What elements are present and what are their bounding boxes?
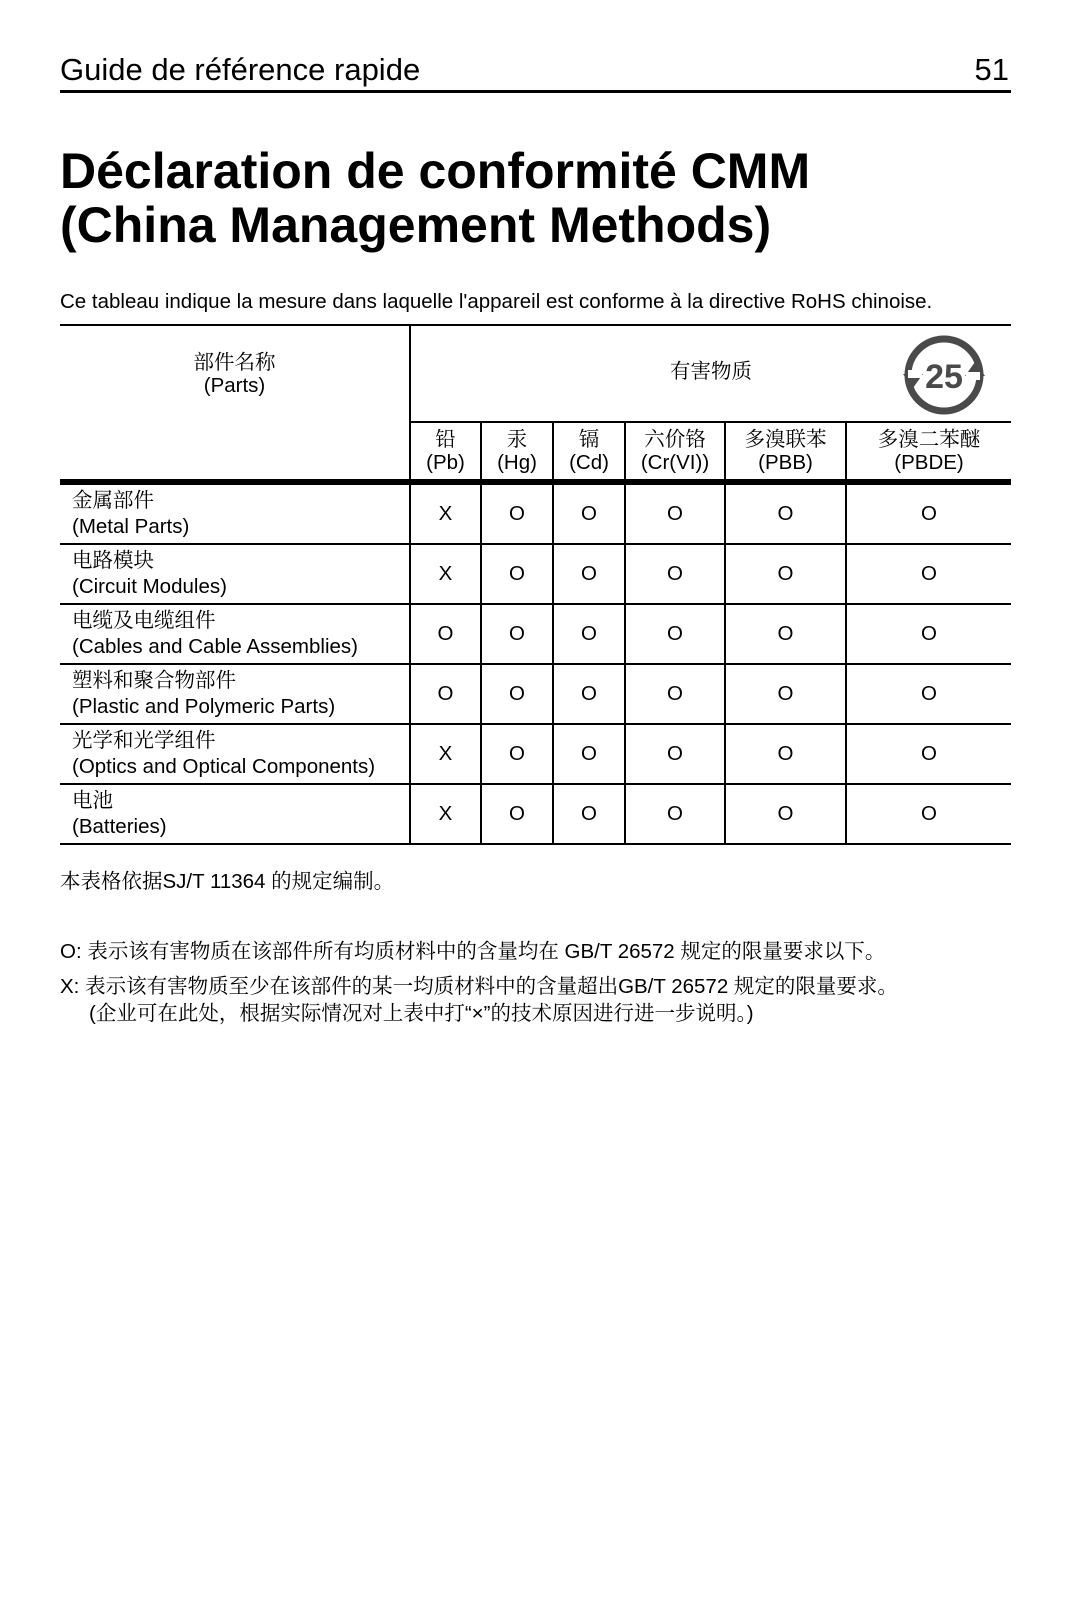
value-cell: O: [725, 544, 846, 604]
part-name-cn: 塑料和聚合物部件: [72, 669, 236, 692]
part-name-en: (Cables and Cable Assemblies): [72, 635, 358, 658]
column-header-en: (Hg): [497, 451, 537, 474]
value-cell: O: [846, 544, 1011, 604]
table-row: [60, 664, 1011, 724]
column-header-cn: 汞: [506, 428, 528, 451]
value-cell: O: [725, 724, 846, 784]
table-row: [60, 784, 1011, 844]
value-cell: O: [625, 604, 725, 664]
column-header-en: (PBDE): [894, 451, 964, 474]
value-cell: O: [481, 604, 553, 664]
column-header-cn: 多溴联苯: [744, 428, 827, 451]
value-cell: O: [846, 604, 1011, 664]
part-name-cn: 电池: [72, 789, 113, 812]
part-name-en: (Batteries): [72, 815, 167, 838]
value-cell: O: [481, 784, 553, 844]
column-header-cn: 六价铬: [644, 428, 706, 451]
value-cell: O: [625, 544, 725, 604]
page-title: [60, 144, 1011, 252]
parts-header-spacer: [60, 422, 410, 482]
part-name-cn: 光学和光学组件: [72, 729, 216, 752]
value-cell: X: [410, 482, 481, 544]
value-cell: O: [553, 482, 625, 544]
part-name-cn: 电路模块: [72, 549, 154, 572]
value-cell: X: [410, 724, 481, 784]
value-cell: O: [410, 604, 481, 664]
value-cell: X: [410, 784, 481, 844]
part-name-cn: 电缆及电缆组件: [72, 609, 216, 632]
value-cell: O: [625, 482, 725, 544]
column-header-cr6: [625, 422, 725, 482]
parts-header-cn: 部件名称: [193, 351, 276, 374]
parts-header-en: (Parts): [203, 374, 266, 397]
part-name: [60, 544, 410, 604]
part-name: [60, 724, 410, 784]
value-cell: O: [725, 482, 846, 544]
substances-header: [410, 325, 1011, 422]
standard-note: 本表格依据SJ/T 11364 的规定编制。: [60, 870, 395, 893]
part-name: [60, 664, 410, 724]
title-line-2: (China Management Methods): [60, 197, 772, 253]
value-cell: O: [481, 482, 553, 544]
o-legend-note: O: 表示该有害物质在该部件所有均质材料中的含量均在 GB/T 26572 规定的限量要求以下。: [60, 940, 886, 963]
value-cell: O: [553, 544, 625, 604]
part-name: [60, 604, 410, 664]
column-header-pbb: [725, 422, 846, 482]
column-header-cn: 铅: [435, 428, 456, 451]
part-name-en: (Metal Parts): [72, 515, 190, 538]
table-row: [60, 604, 1011, 664]
substances-header-label: 有害物质: [670, 360, 753, 383]
value-cell: O: [625, 664, 725, 724]
part-name: [60, 482, 410, 544]
x-legend-note: X: 表示该有害物质至少在该部件的某一均质材料中的含量超出GB/T 26572 规定的限量要求。: [60, 975, 898, 998]
table-row: [60, 482, 1011, 544]
title-line-1: Déclaration de conformité CMM: [60, 143, 811, 199]
rohs-table: [60, 324, 1011, 845]
logo-number: 25: [925, 358, 963, 396]
value-cell: O: [553, 604, 625, 664]
page-number: 51: [974, 52, 1009, 87]
value-cell: O: [481, 544, 553, 604]
value-cell: O: [725, 604, 846, 664]
column-header-en: (PBB): [758, 451, 813, 474]
part-name-en: (Circuit Modules): [72, 575, 227, 598]
value-cell: X: [410, 544, 481, 604]
part-name: [60, 784, 410, 844]
value-cell: O: [846, 784, 1011, 844]
column-header-pb: [410, 422, 481, 482]
value-cell: O: [846, 724, 1011, 784]
value-cell: O: [725, 784, 846, 844]
column-header-cn: 多溴二苯醚: [877, 428, 981, 451]
parts-header: [60, 325, 410, 422]
column-header-cn: 镉: [578, 428, 600, 451]
part-name-en: (Plastic and Polymeric Parts): [72, 695, 336, 718]
column-header-cd: [553, 422, 625, 482]
table-row: [60, 724, 1011, 784]
table-row: [60, 544, 1011, 604]
column-header-en: (Cr(VI)): [640, 451, 710, 474]
value-cell: O: [846, 482, 1011, 544]
value-cell: O: [481, 664, 553, 724]
efup-25-logo-icon: [899, 334, 989, 416]
value-cell: O: [553, 784, 625, 844]
intro-text: Ce tableau indique la mesure dans laquelle l'appareil est conforme à la directive RoHS chinoise.: [60, 290, 933, 313]
column-header-en: (Pb): [426, 451, 465, 474]
value-cell: O: [553, 664, 625, 724]
value-cell: O: [625, 724, 725, 784]
column-header-hg: [481, 422, 553, 482]
value-cell: O: [553, 724, 625, 784]
page-header: [60, 48, 1011, 93]
part-name-en: (Optics and Optical Components): [72, 755, 376, 778]
column-header-pbde: [846, 422, 1011, 482]
value-cell: O: [410, 664, 481, 724]
value-cell: O: [481, 724, 553, 784]
header-title: Guide de référence rapide: [60, 52, 421, 87]
column-header-en: (Cd): [569, 451, 609, 474]
value-cell: O: [846, 664, 1011, 724]
value-cell: O: [625, 784, 725, 844]
value-cell: O: [725, 664, 846, 724]
part-name-cn: 金属部件: [72, 489, 154, 512]
x-legend-note-continuation: (企业可在此处，根据实际情况对上表中打“×”的技术原因进行进一步说明。): [89, 1002, 754, 1025]
